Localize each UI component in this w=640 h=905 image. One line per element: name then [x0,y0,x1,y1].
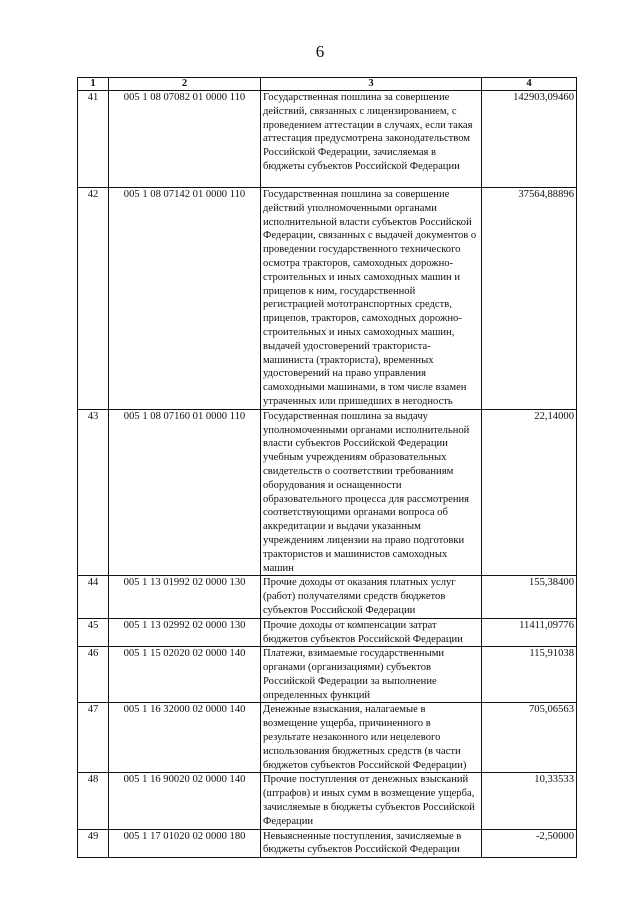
row-amount: -2,50000 [482,829,577,858]
row-amount: 115,91038 [482,647,577,703]
row-number: 45 [78,618,109,647]
table-row [78,773,577,829]
row-code: 005 1 08 07082 01 0000 110 [109,91,261,188]
table-row [78,829,577,858]
row-code: 005 1 15 02020 02 0000 140 [109,647,261,703]
row-description: Прочие поступления от денежных взысканий (штрафов) и иных сумм в возмещение ущерба, зачисляемые в бюджеты субъектов Российской Федерации [261,773,482,829]
row-number: 49 [78,829,109,858]
row-description: Денежные взыскания, налагаемые в возмещение ущерба, причиненного в результате незаконного или нецелевого использования бюджетных средств (в части бюджетов субъектов Российской Федерации) [261,703,482,773]
row-code: 005 1 16 32000 02 0000 140 [109,703,261,773]
table-row [78,576,577,618]
row-amount: 155,38400 [482,576,577,618]
row-description: Государственная пошлина за совершение действий, связанных с лицензированием, с проведением аттестации в случаях, если такая аттестация предусмотрена законодательством Российской Федерации, зачисляемая в бюджеты субъектов Российской Федерации [261,91,482,188]
row-code: 005 1 13 02992 02 0000 130 [109,618,261,647]
row-number: 41 [78,91,109,188]
row-number: 42 [78,188,109,410]
row-number: 44 [78,576,109,618]
column-header-number: 1 [78,78,109,91]
row-description: Платежи, взимаемые государственными органами (организациями) субъектов Российской Федерации за выполнение определенных функций [261,647,482,703]
row-description: Прочие доходы от оказания платных услуг (работ) получателями средств бюджетов субъектов Российской Федерации [261,576,482,618]
row-number: 48 [78,773,109,829]
row-code: 005 1 17 01020 02 0000 180 [109,829,261,858]
table-row [78,647,577,703]
column-header-code: 2 [109,78,261,91]
table-row [78,409,577,576]
row-number: 43 [78,409,109,576]
revenue-table [77,77,577,858]
row-amount: 705,06563 [482,703,577,773]
table-row [78,188,577,410]
row-description: Государственная пошлина за выдачу уполномоченными органами исполнительной власти субъектов Российской Федерации учебным учреждениям образовательных свидетельств о соответствии требованиям оборудования и оснащенности образовательного процесса для рассмотрения соответствующими органами вопроса об аккредитации и выдачи указанным учреждениям лицензии на право подготовки трактористов и машинистов самоходных машин [261,409,482,576]
table-row [78,618,577,647]
column-header-amount: 4 [482,78,577,91]
row-code: 005 1 13 01992 02 0000 130 [109,576,261,618]
table-header-row [78,78,577,91]
row-amount: 142903,09460 [482,91,577,188]
table-row [78,703,577,773]
row-amount: 10,33533 [482,773,577,829]
row-code: 005 1 08 07142 01 0000 110 [109,188,261,410]
row-code: 005 1 08 07160 01 0000 110 [109,409,261,576]
row-code: 005 1 16 90020 02 0000 140 [109,773,261,829]
row-description: Невыясненные поступления, зачисляемые в бюджеты субъектов Российской Федерации [261,829,482,858]
page-number: 6 [315,42,325,61]
row-number: 46 [78,647,109,703]
row-amount: 22,14000 [482,409,577,576]
row-number: 47 [78,703,109,773]
row-amount: 37564,88896 [482,188,577,410]
column-header-description: 3 [261,78,482,91]
row-amount: 11411,09776 [482,618,577,647]
row-description: Государственная пошлина за совершение действий уполномоченными органами исполнительной власти субъектов Российской Федерации, связанных с выдачей документов о проведении государственного технического осмотра тракторов, самоходных дорожно-строительных и иных самоходных машин и прицепов к ним, государственной регистрацией мототранспортных средств, прицепов, тракторов, самоходных дорожно-строительных и иных самоходных машин, выдачей удостоверений тракториста-машиниста (тракториста), временных удостоверений на право управления самоходными машинами, в том числе взамен утраченных или пришедших в негодность [261,188,482,410]
row-description: Прочие доходы от компенсации затрат бюджетов субъектов Российской Федерации [261,618,482,647]
table-row [78,91,577,188]
